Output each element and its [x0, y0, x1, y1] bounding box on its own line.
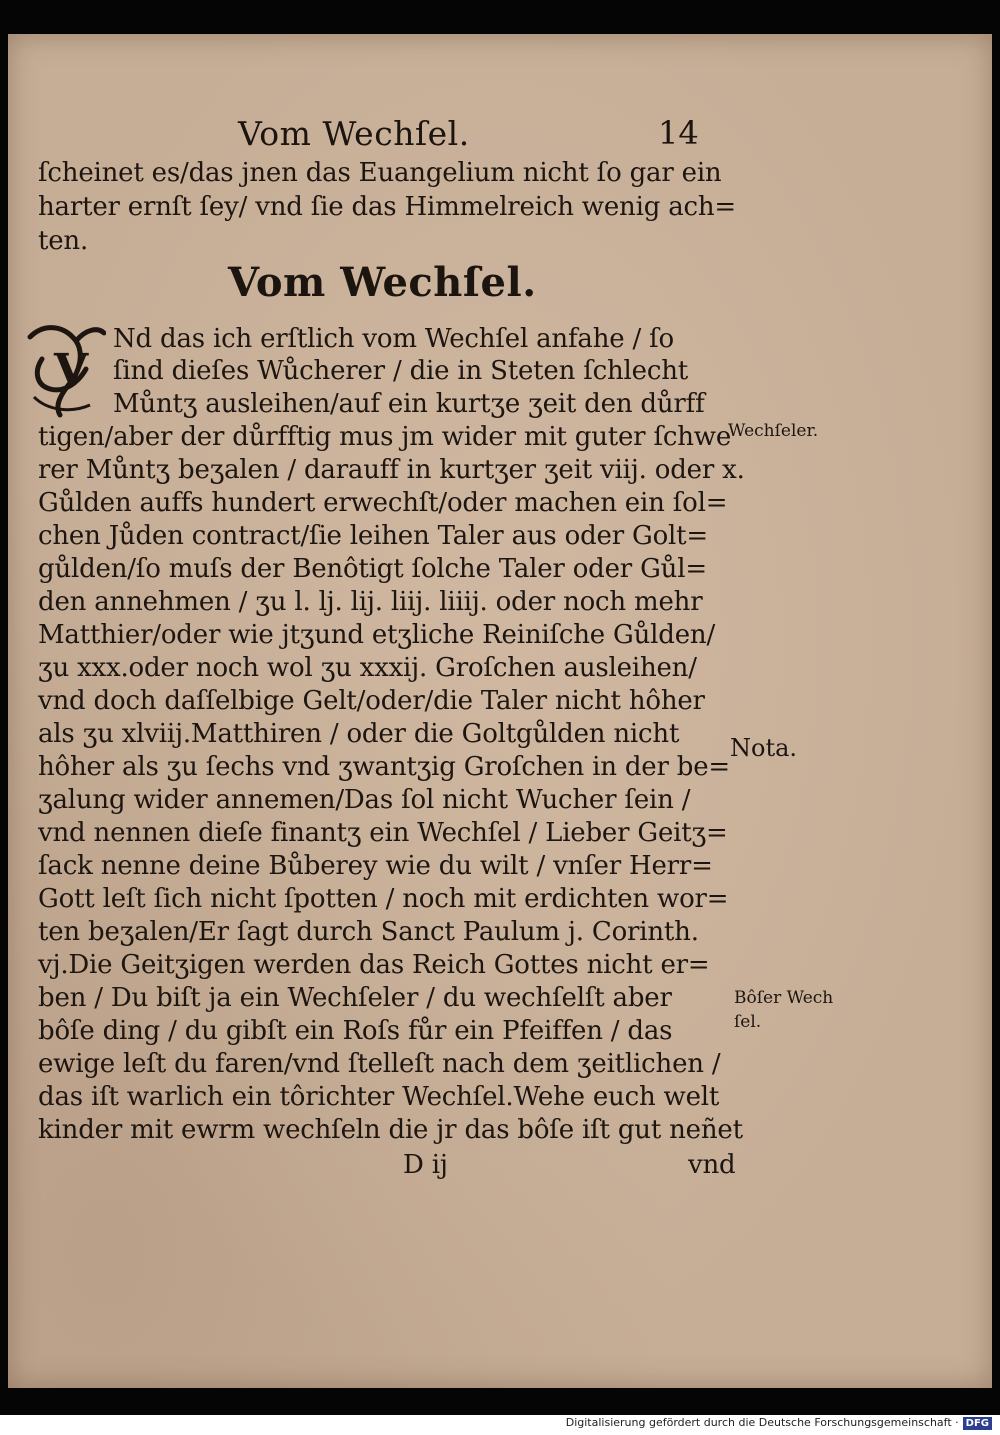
- footer-text: Digitalisierung gefördert durch die Deutsche Forschungsgemeinschaft ·: [565, 1416, 959, 1429]
- text-line: chen Jůden contract/ſie leihen Taler aus oder Golt=: [38, 521, 708, 551]
- text-line: rer Můntʒ beʒalen / darauff in kurtʒer ʒeit viij. oder x.: [38, 455, 745, 485]
- signature-mark: D ij: [403, 1150, 448, 1180]
- text-line: tigen/aber der důrfftig mus jm wider mit guter ſchwe: [38, 422, 732, 452]
- margin-note-boser-sel: ſel.: [734, 1012, 762, 1032]
- text-line: vj.Die Geitʒigen werden das Reich Gottes nicht er=: [38, 950, 710, 980]
- text-line: das iſt warlich ein tôrichter Wechſel.Wehe euch welt: [38, 1082, 720, 1112]
- text-line: bôſe ding / du gibſt ein Roſs fůr ein Pfeiffen / das: [38, 1016, 673, 1046]
- text-line: gůlden/ſo muſs der Benôtigt ſolche Taler oder Gůl=: [38, 554, 707, 584]
- text-line: hôher als ʒu ſechs vnd ʒwantʒig Groſchen in der be=: [38, 752, 730, 782]
- text-line: Nd das ich erſtlich vom Wechſel anfahe / ſo: [113, 324, 675, 354]
- dfg-logo: DFG: [963, 1417, 992, 1430]
- page-number: 14: [658, 114, 699, 152]
- text-line: vnd doch daſſelbige Gelt/oder/die Taler nicht hôher: [38, 686, 705, 716]
- catchword: vnd: [688, 1150, 736, 1180]
- text-line: ſack nenne deine Bůberey wie du wilt / vnſer Herr=: [38, 851, 713, 881]
- section-heading: Vom Wechſel.: [228, 259, 537, 306]
- margin-note-wechseler: Wechſeler.: [728, 421, 819, 441]
- text-line: als ʒu xlviij.Matthiren / oder die Goltgůlden nicht: [38, 719, 680, 749]
- text-line: Můntʒ ausleihen/auf ein kurtʒe ʒeit den důrff: [113, 389, 705, 419]
- margin-note-nota: Nota.: [730, 734, 798, 762]
- text-line: ʒu xxx.oder noch wol ʒu xxxij. Groſchen ausleihen/: [38, 653, 697, 683]
- book-page: [8, 34, 992, 1388]
- text-line: ſind dieſes Wůcherer / die in Steten ſchlecht: [113, 356, 689, 386]
- text-line: Gott leſt ſich nicht ſpotten / noch mit erdichten wor=: [38, 884, 729, 914]
- text-line: ben / Du biſt ja ein Wechſeler / du wechſelſt aber: [38, 983, 672, 1013]
- text-line: ewige leſt du faren/vnd ſtelleſt nach dem ʒeitlichen /: [38, 1049, 721, 1079]
- text-line: vnd nennen dieſe finantʒ ein Wechſel / Lieber Geitʒ=: [38, 818, 728, 848]
- text-line: ʒalung wider annemen/Das ſol nicht Wucher ſein /: [38, 785, 691, 815]
- text-line: ten.: [38, 226, 89, 256]
- text-line: ſcheinet es/das jnen das Euangelium nicht ſo gar ein: [38, 158, 722, 188]
- text-line: harter ernſt ſey/ vnd ſie das Himmelreich wenig ach=: [38, 192, 737, 222]
- running-head: Vom Wechſel.: [238, 114, 470, 153]
- text-line: kinder mit ewrm wechſeln die jr das bôſe iſt gut neñet: [38, 1115, 743, 1145]
- text-line: den annehmen / ʒu l. lj. lij. liij. liiij. oder noch mehr: [38, 587, 703, 617]
- footer-credit: [0, 1416, 992, 1435]
- margin-note-boser-wech: Bôſer Wech: [734, 988, 834, 1008]
- text-line: ten beʒalen/Er ſagt durch Sanct Paulum j. Corinth.: [38, 917, 699, 947]
- svg-text:V: V: [54, 345, 89, 396]
- decorated-initial-letter: [24, 319, 106, 419]
- text-line: Gůlden auffs hundert erwechſt/oder machen ein ſol=: [38, 488, 728, 518]
- text-line: Matthier/oder wie jtʒund etʒliche Reiniſche Gůlden/: [38, 620, 716, 650]
